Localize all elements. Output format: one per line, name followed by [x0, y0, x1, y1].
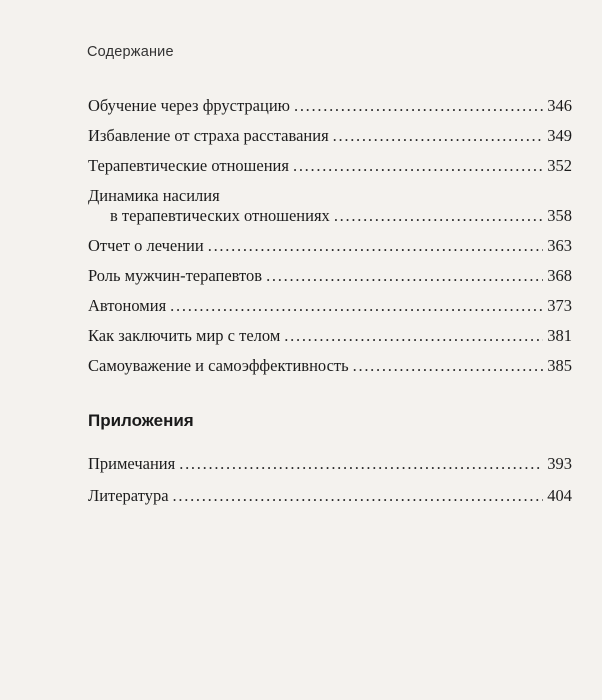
toc-entry[interactable]	[88, 186, 572, 226]
toc-entry-title: Автономия	[88, 296, 167, 315]
toc-entry-page: 349	[547, 126, 572, 145]
toc-entry[interactable]	[88, 126, 572, 146]
leader-dots	[294, 96, 543, 116]
toc-entry-title: Примечания	[88, 454, 176, 473]
leader-dots	[173, 486, 544, 506]
toc-entry-title: Роль мужчин-терапевтов	[88, 266, 263, 285]
toc-entry[interactable]	[88, 326, 572, 346]
toc-entry-title: Самоуважение и самоэффективность	[88, 356, 349, 375]
toc-entry[interactable]	[88, 296, 572, 316]
toc-entry[interactable]	[88, 266, 572, 286]
toc-entry-page: 373	[547, 296, 572, 315]
toc-entry-page: 352	[547, 156, 572, 175]
leader-dots	[170, 296, 543, 316]
appendix-list	[88, 454, 572, 506]
toc-entry-page: 381	[547, 326, 572, 345]
toc-entry-page: 363	[547, 236, 572, 255]
leader-dots	[284, 326, 543, 346]
toc-entry-page: 393	[547, 454, 572, 473]
table-of-contents	[88, 96, 572, 376]
toc-entry-title-line1: Динамика насилия	[88, 186, 220, 205]
leader-dots	[266, 266, 543, 286]
toc-entry[interactable]	[88, 96, 572, 116]
toc-entry-page: 346	[547, 96, 572, 115]
toc-entry[interactable]	[88, 486, 572, 506]
section-heading: Приложения	[88, 411, 194, 430]
leader-dots	[333, 126, 544, 146]
toc-entry-title: Литература	[88, 486, 169, 505]
toc-entry-page: 358	[547, 206, 572, 225]
toc-entry-title: Как заключить мир с телом	[88, 326, 281, 345]
leader-dots	[334, 206, 543, 226]
toc-entry-page: 368	[547, 266, 572, 285]
running-head: Содержание	[87, 44, 174, 60]
toc-entry-title: Отчет о лечении	[88, 236, 204, 255]
toc-entry-page: 404	[547, 486, 572, 505]
leader-dots	[179, 454, 543, 474]
toc-entry[interactable]	[88, 356, 572, 376]
toc-entry[interactable]	[88, 236, 572, 256]
toc-entry-title: Терапевтические отношения	[88, 156, 289, 175]
leader-dots	[293, 156, 543, 176]
leader-dots	[208, 236, 544, 256]
toc-entry-page: 385	[547, 356, 572, 375]
toc-entry[interactable]	[88, 454, 572, 474]
toc-entry[interactable]	[88, 156, 572, 176]
toc-entry-title: Избавление от страха расставания	[88, 126, 329, 145]
toc-entry-title-line2: в терапевтических отношениях	[110, 206, 330, 225]
leader-dots	[353, 356, 544, 376]
toc-entry-title: Обучение через фрустрацию	[88, 96, 290, 115]
